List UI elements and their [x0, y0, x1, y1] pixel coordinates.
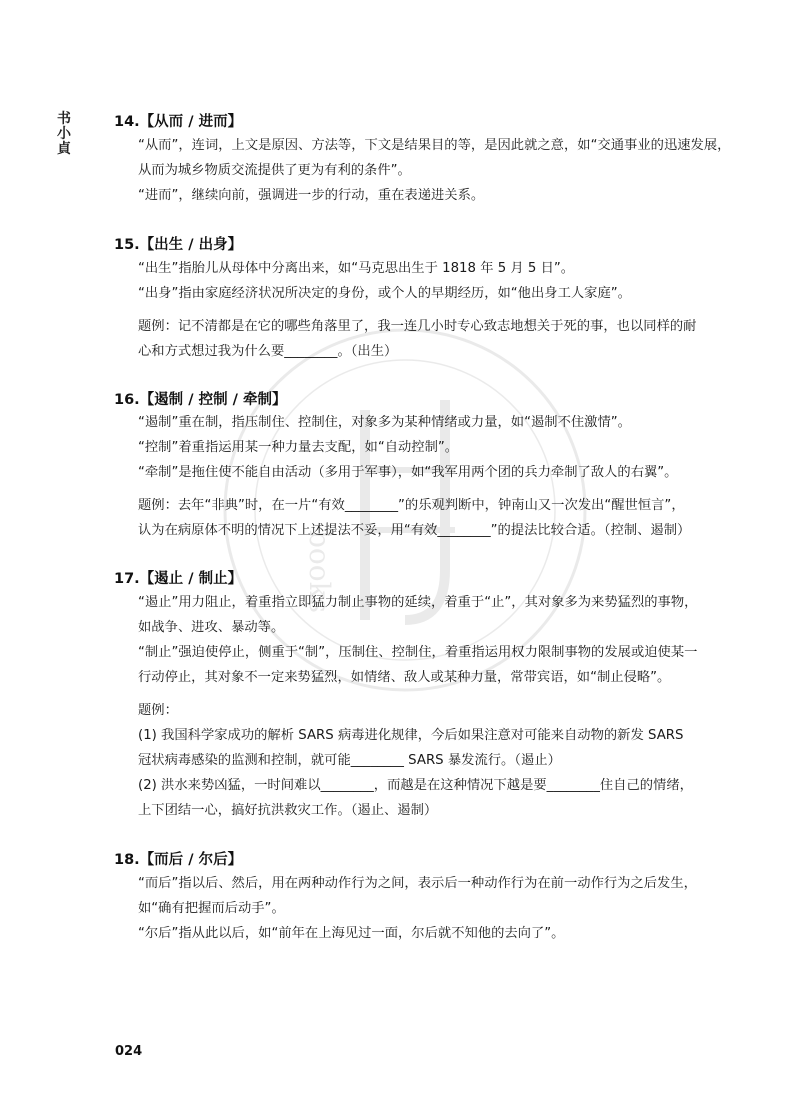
section-line: “遏制”重在制，指压制住、控制住，对象多为某种情绪或力量，如“遏制不住激情”。 — [138, 415, 631, 430]
section-heading: 17.【遏止 / 制止】 — [114, 571, 243, 587]
example-line: 冠状病毒感染的监测和控制，就可能________ SARS 暴发流行。（遏止） — [138, 753, 561, 768]
section-line: “进而”，继续向前，强调进一步的行动，重在表递进关系。 — [138, 188, 485, 203]
section-line: 行动停止，其对象不一定来势猛烈，如情绪、敌人或某种力量，常带宾语，如“制止侵略”。 — [138, 670, 671, 685]
example-line: 心和方式想过我为什么要________。（出生） — [138, 344, 398, 359]
section-heading: 18.【而后 / 尔后】 — [114, 852, 243, 868]
section-line: 从而为城乡物质交流提供了更为有利的条件”。 — [138, 163, 411, 178]
side-logo-char: 小 — [57, 126, 71, 142]
watermark-text: books — [303, 530, 336, 613]
side-logo — [55, 112, 73, 157]
example-line: (1) 我国科学家成功的解析 SARS 病毒进化规律，今后如果注意对可能来自动物的新发 SARS — [138, 728, 684, 743]
page-number: 024 — [115, 1044, 143, 1059]
section-line: 如战争、进攻、暴动等。 — [138, 620, 285, 635]
section-line: “从而”，连词，上文是原因、方法等，下文是结果目的等，是因此就之意，如“交通事业的迅速发展， — [138, 138, 731, 153]
example-line: 上下团结一心，搞好抗洪救灾工作。（遏止、遏制） — [138, 803, 438, 818]
side-logo-char: 貞 — [57, 141, 71, 157]
section-heading: 14.【从而 / 进而】 — [114, 114, 243, 130]
section-line: “尔后”指从此以后，如“前年在上海见过一面，尔后就不知他的去向了”。 — [138, 926, 565, 941]
section-line: “制止”强迫使停止，侧重于“制”，压制住、控制住，着重指运用权力限制事物的发展或迫使某一 — [138, 645, 698, 660]
section-line: “出生”指胎儿从母体中分离出来，如“马克思出生于 1818 年 5 月 5 日”。 — [138, 261, 575, 276]
section-line: 如“确有把握而后动手”。 — [138, 901, 285, 916]
side-logo-char: 书 — [57, 111, 71, 127]
example-line: 题例：记不清都是在它的哪些角落里了，我一连几小时专心致志地想关于死的事，也以同样的耐 — [138, 319, 697, 334]
section-heading: 15.【出生 / 出身】 — [114, 237, 243, 253]
example-line: 认为在病原体不明的情况下上述提法不妥，用“有效________”的提法比较合适。（控制、遏制） — [138, 523, 691, 538]
example-label: 题例： — [138, 703, 178, 718]
example-line: (2) 洪水来势凶猛，一时间难以________，而越是在这种情况下越是要________住自己的情绪， — [138, 778, 693, 793]
section-line: “控制”着重指运用某一种力量去支配，如“自动控制”。 — [138, 440, 459, 455]
section-line: “而后”指以后、然后，用在两种动作行为之间，表示后一种动作行为在前一动作行为之后发生， — [138, 876, 697, 891]
section-heading: 16.【遏制 / 控制 / 牵制】 — [114, 392, 287, 408]
section-line: “遏止”用力阻止，着重指立即猛力制止事物的延续，着重于“止”，其对象多为来势猛烈的事物， — [138, 595, 698, 610]
section-line: “牵制”是拖住使不能自由活动（多用于军事），如“我军用两个团的兵力牵制了敌人的右翼”。 — [138, 465, 678, 480]
example-line: 题例：去年“非典”时，在一片“有效________”的乐观判断中，钟南山又一次发出“醒世恒言”， — [138, 498, 685, 513]
section-line: “出身”指由家庭经济状况所决定的身份，或个人的早期经历，如“他出身工人家庭”。 — [138, 286, 631, 301]
